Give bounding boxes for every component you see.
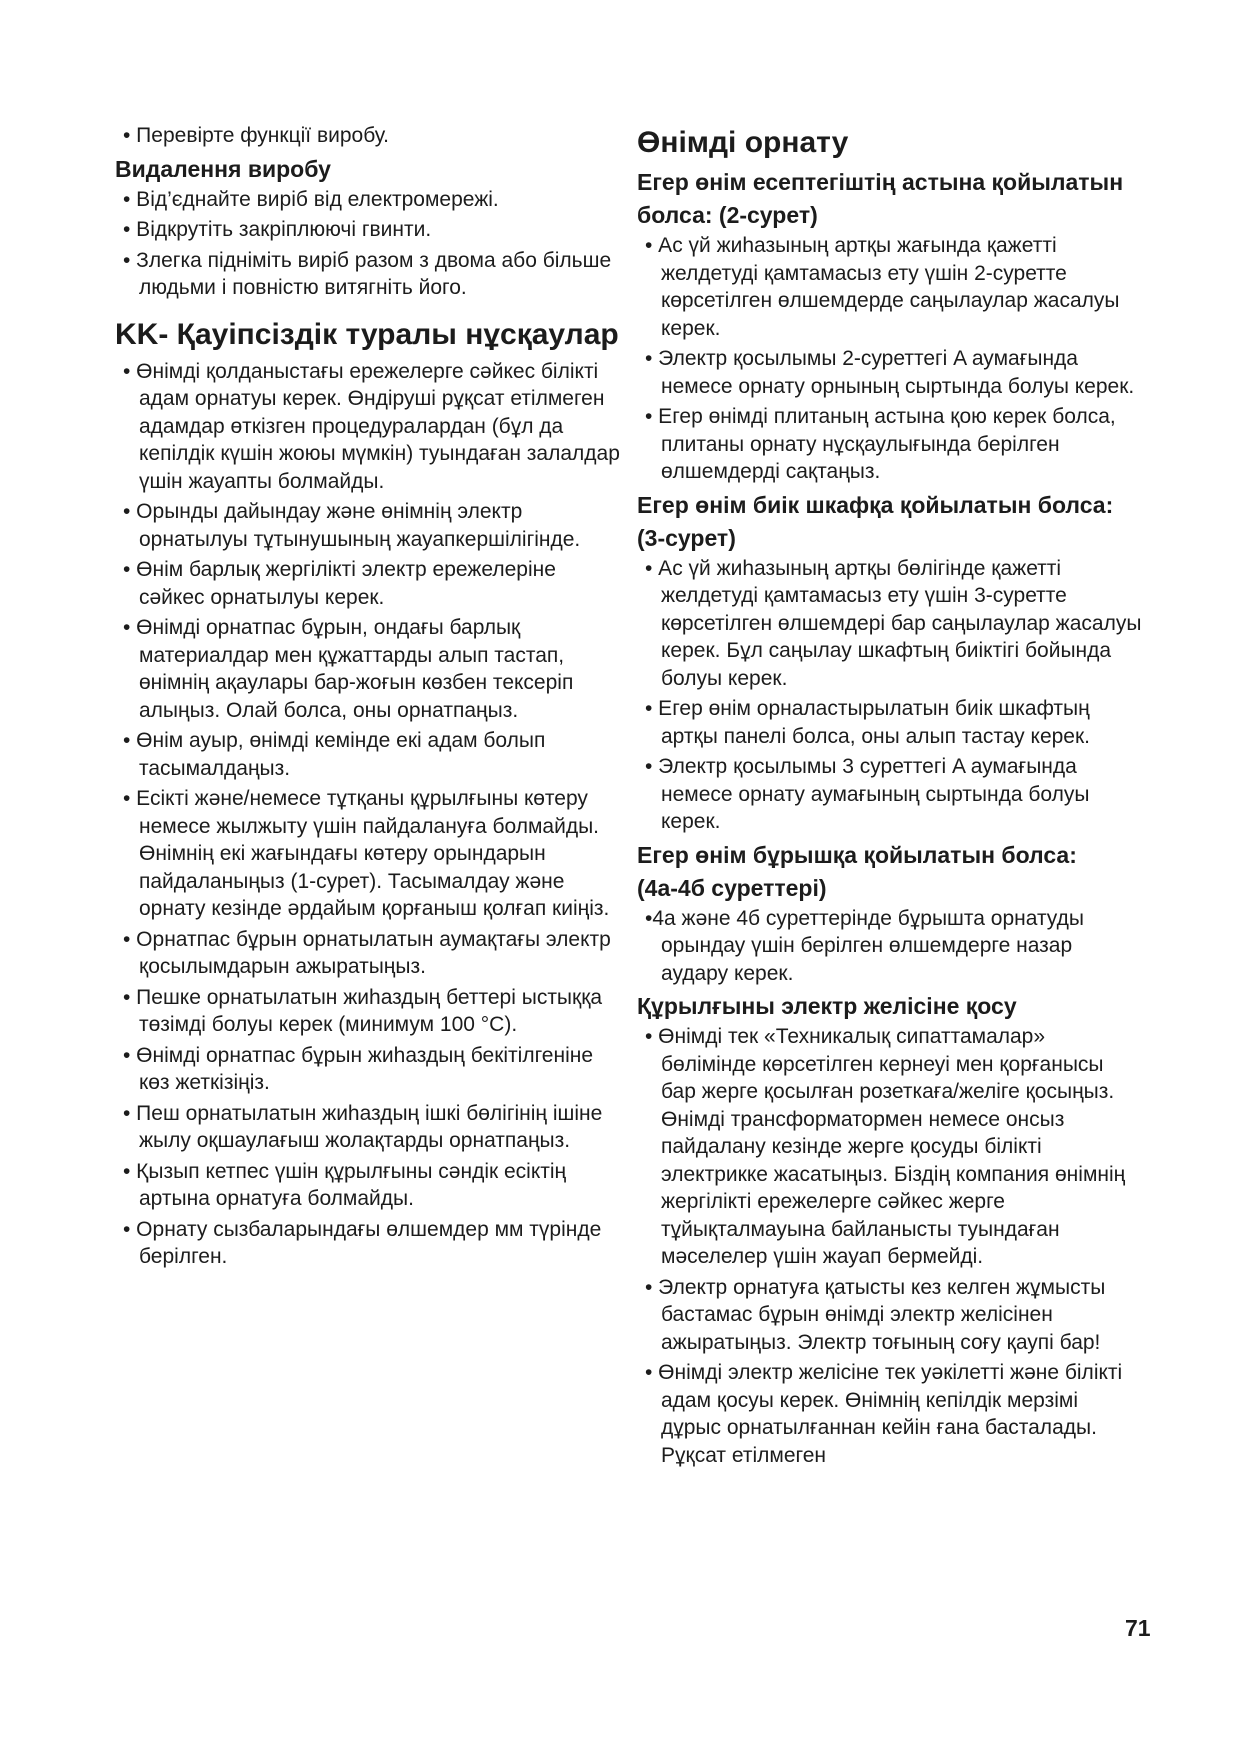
intro-bullet: • Перевірте функції виробу. [123,124,389,147]
under-counter-heading: Егер өнім есептегіштің астына қойылатын болса: (2-сурет) [637,169,1124,228]
removal-heading: Видалення виробу [115,155,331,182]
list-item: • Пеш орнатылатын жиһаздың ішкі бөлігінің ішіне жылу оқшаулағыш жолақтарды орнатпаңыз. [123,1101,603,1152]
list-item: • Пешке орнатылатын жиһаздың беттері ыстыққа төзімді болуы керек (минимум 100 °C). [123,985,603,1036]
list-item: • Электр орнатуға қатысты кез келген жұмысты бастамас бұрын өнімді электр желісінен ажыратыңыз. Электр тоғының соғу қаупі бар! [645,1275,1106,1354]
list-item: • Ас үй жиһазының артқы бөлігінде қажетті желдетуді қамтамасыз ету үшін 3-суретте көрсетілген өлшемдері бар саңылаулар жасалуы керек. Бұл саңылау шкафтың биіктігі бойында болуы керек. [645,556,1142,690]
list-item: • Ас үй жиһазының артқы жағында қажетті желдетуді қамтамасыз ету үшін 2-суретте көрсетілген өлшемдерде саңылаулар жасалуы керек. [645,234,1120,340]
tall-cabinet-heading: Егер өнім биік шкафқа қойылатын болса: (3-сурет) [637,491,1114,551]
right-column [637,122,1142,1472]
list-item: • Өнімді электр желісіне тек уәкілетті және білікті адам қосуы керек. Өнімнің кепілдік мерзімі дұрыс орнатылғаннан кейін ғана басталады. Рұқсат етілмеген [645,1361,1123,1467]
install-heading: Өнімді орнату [637,126,849,159]
list-item: • Қызып кетпес үшін құрылғыны сәндік есіктің артына орнатуға болмайды. [123,1159,567,1210]
list-item: • Орынды дайындау және өнімнің электр орнатылуы тұтынушының жауапкершілігінде. [123,500,581,551]
electric-connection-heading: Құрылғыны электр желісіне қосу [637,993,1017,1019]
list-item: • Орнатпас бұрын орнатылатын аумақтағы электр қосылымдарын ажыратыңыз. [123,927,611,978]
list-item: • Від’єднайте виріб від електромережі. [123,187,499,211]
list-item: • Өнім ауыр, өнімді кемінде екі адам болып тасымалдаңыз. [123,729,546,780]
list-item: • Егер өнім орналастырылатын биік шкафтың артқы панелі болса, оны алып тастау керек. [645,697,1091,748]
list-item: • Өнімді қолданыстағы ережелерге сәйкес білікті адам орнатуы керек. Өндіруші рұқсат етілмеген адамдар өткізген процедуралардан (бұл да кепілдік күшін жоюы мүмкін) туындаған залалдар үшін жауапты болмайды. [123,359,620,493]
page-number: 71 [1125,1615,1151,1641]
list-item: • Есікті және/немесе тұтқаны құрылғыны көтеру немесе жылжыту үшін пайдалануға болмайды. Өнімнің екі жағындағы көтеру орындарын пайдаланыңыз (1-сурет). Тасымалдау және орнату кезінде әрдайым қорғаныш қолғап киіңіз. [123,787,610,920]
list-item: • Өнімді орнатпас бұрын жиһаздың бекітілгеніне көз жеткізіңіз. [123,1043,594,1094]
list-item: • Электр қосылымы 2-суреттегі A аумағында немесе орнату орнының сыртында болуы керек. [645,347,1135,398]
list-item: • Відкрутіть закріплюючі гвинти. [123,218,432,241]
corner-heading: Егер өнім бұрышқа қойылатын болса: (4а-4б суреттері) [637,841,1077,901]
list-item: • Өнімді тек «Техникалық сипаттамалар» бөлімінде көрсетілген кернеуі мен қорғанысы бар жерге қосылған розеткаға/желіге қосыңыз. Өнімді трансформатормен немесе онсыз пайдалану кезінде жерге қосуды білікті электрикке жасатыңыз. Біздің компания өнімнің жергілікті ережелерге сәйкес жерге тұйықталмауына байланысты туындаған мәселелер үшін жауап бермейді. [645,1025,1126,1268]
list-item: • Өнім барлық жергілікті электр ережелеріне сәйкес орнатылуы керек. [123,558,556,609]
list-item: • Орнату сызбаларындағы өлшемдер мм түрінде берілген. [123,1217,602,1268]
list-item: • Өнімді орнатпас бұрын, ондағы барлық материалдар мен құжаттарды алып тастап, өнімнің ақаулары бар-жоғын көзбен тексеріп алыңыз. Олай болса, оны орнатпаңыз. [123,616,574,722]
list-item: • Злегка підніміть виріб разом з двома або більше людьми і повністю витягніть його. [123,248,612,299]
list-item: •4а және 4б суреттерінде бұрышта орнатуды орындау үшін берілген өлшемдерге назар аудару керек. [645,906,1084,985]
list-item: • Электр қосылымы 3 суреттегі A аумағында немесе орнату аумағының сыртында болуы керек. [645,755,1090,833]
list-item: • Егер өнімді плитаның астына қою керек болса, плитаны орнату нұсқаулығында берілген өлшемдерді сақтаңыз. [645,405,1116,483]
kk-safety-heading: KK- Қауіпсіздік туралы нұсқаулар [115,317,619,351]
left-column [115,122,620,1274]
